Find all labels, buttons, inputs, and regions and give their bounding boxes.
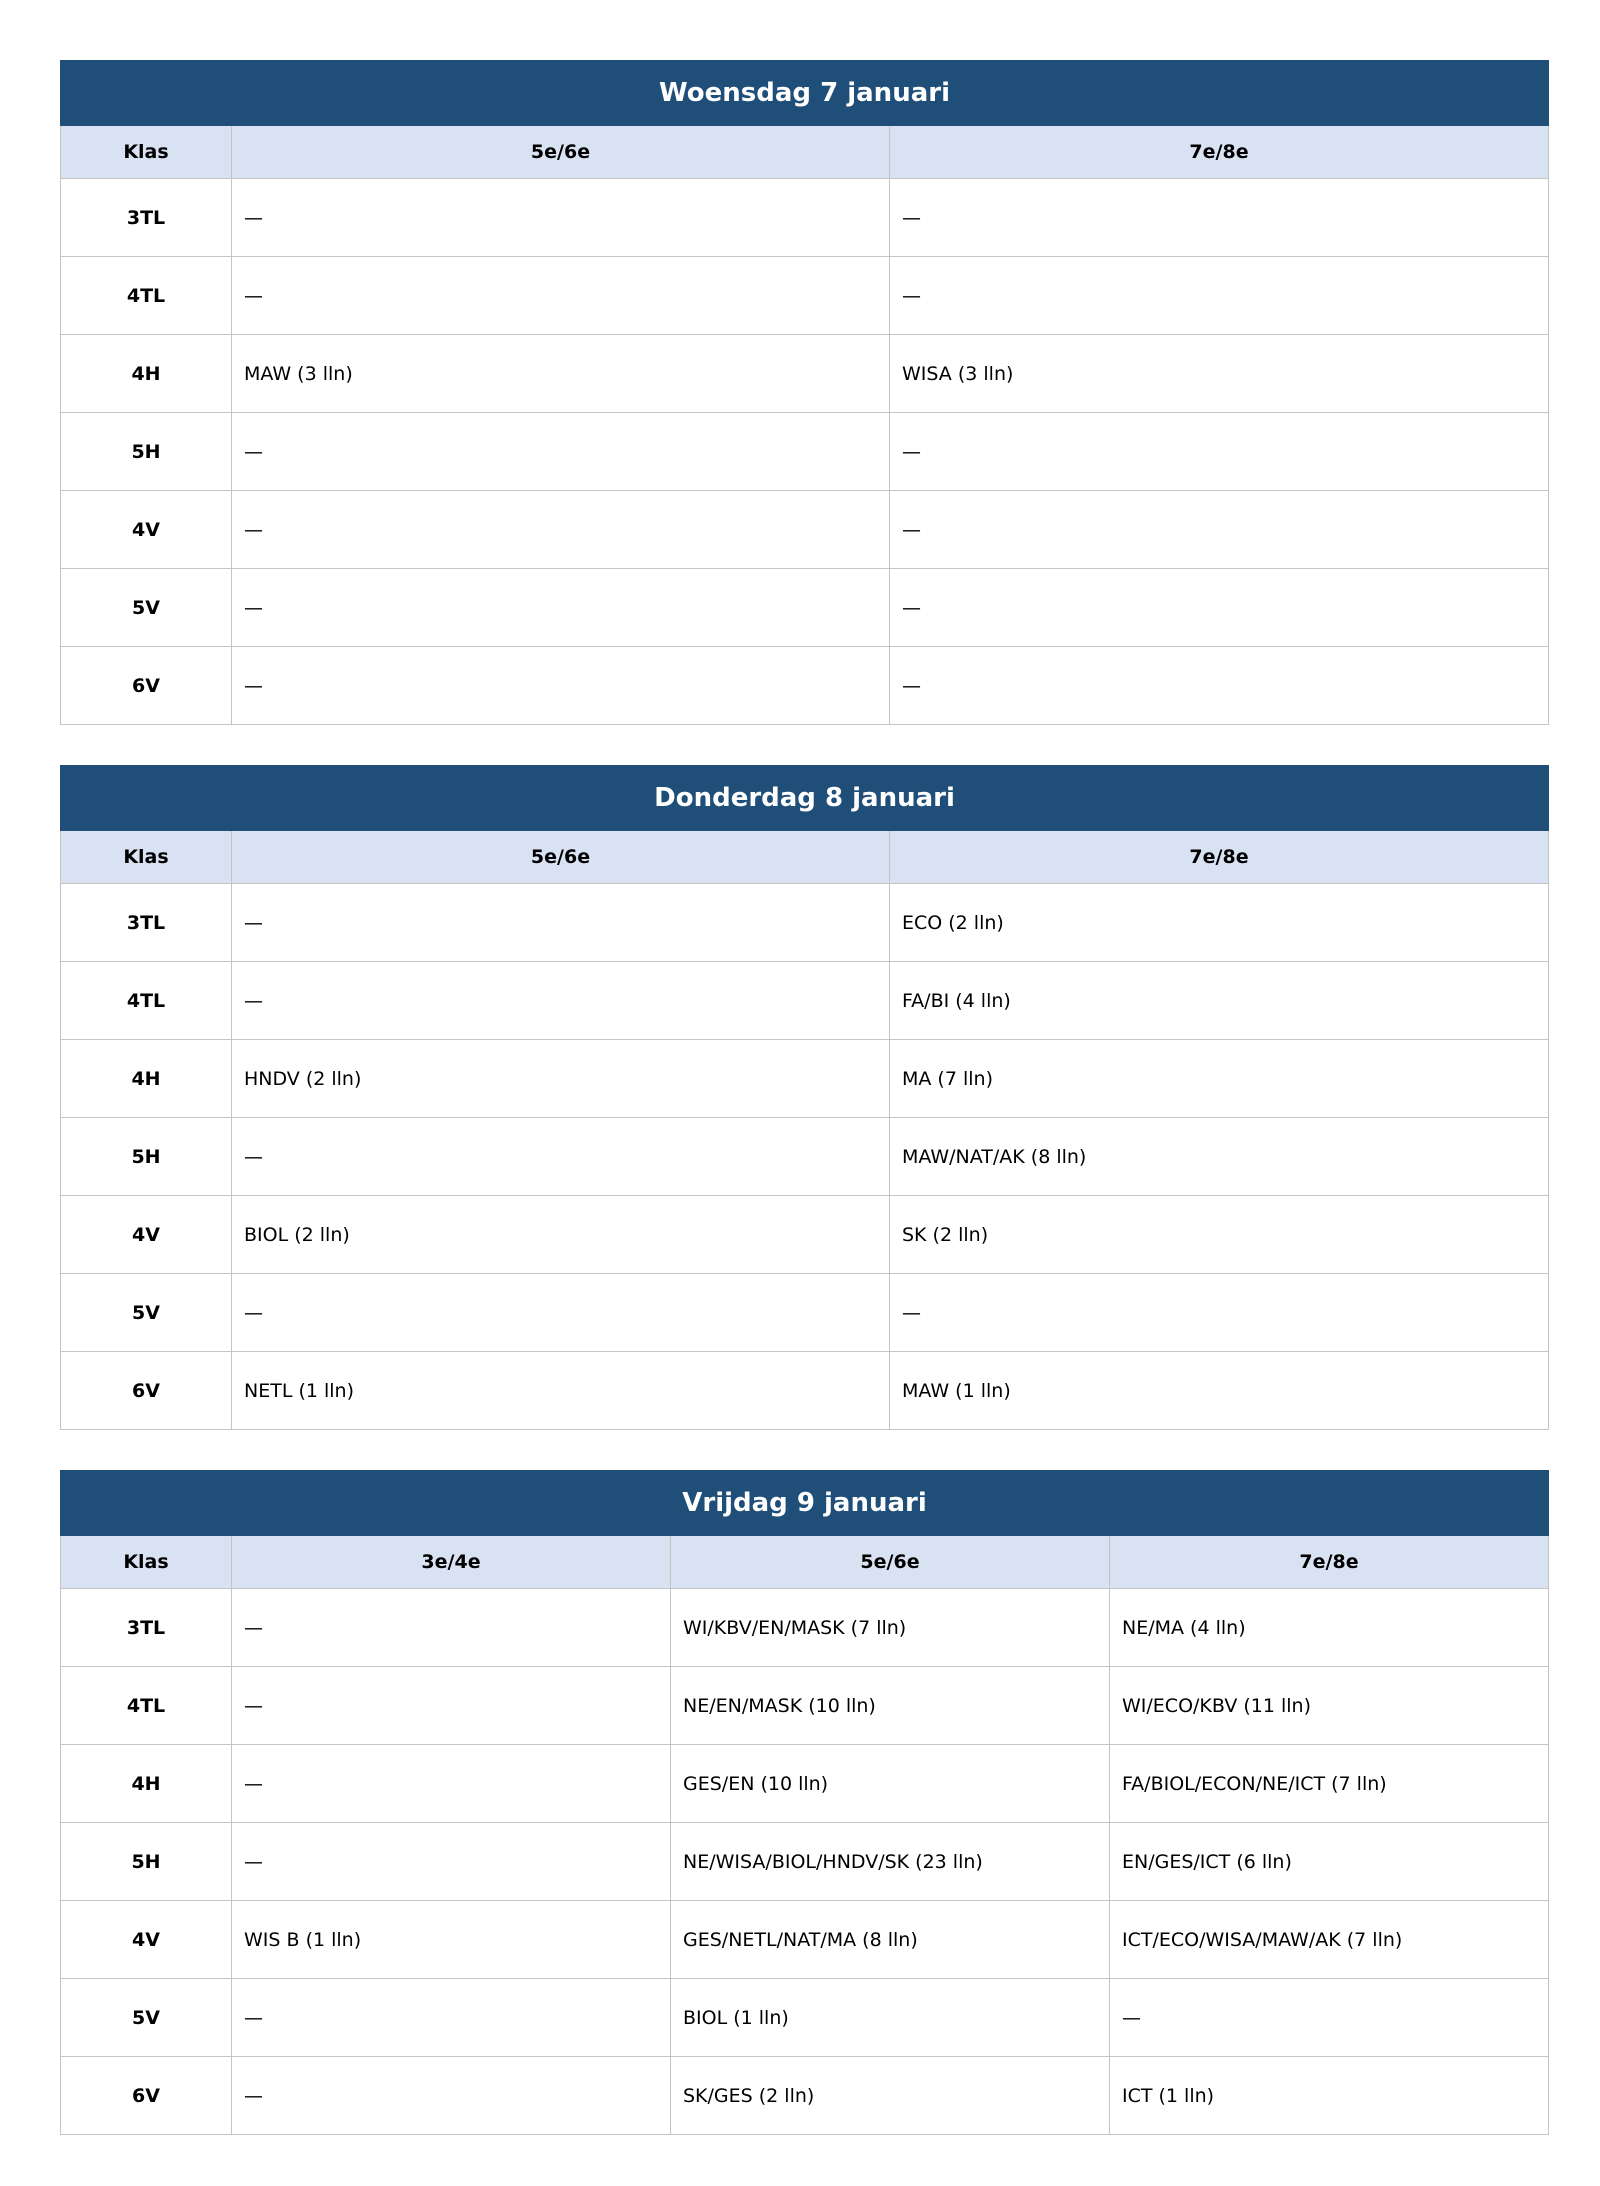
klas-cell: 4TL (61, 257, 232, 335)
table-cell: — (890, 257, 1549, 335)
klas-cell: 6V (61, 647, 232, 725)
table-cell: EN/GES/ICT (6 lln) (1110, 1823, 1549, 1901)
column-header-klas: Klas (61, 126, 232, 179)
table-cell: — (232, 1823, 671, 1901)
table-row (61, 1040, 1549, 1118)
table-cell: — (890, 647, 1549, 725)
table-cell: — (232, 413, 890, 491)
klas-cell: 5V (61, 569, 232, 647)
klas-cell: 4H (61, 1040, 232, 1118)
table-cell: ICT (1 lln) (1110, 2057, 1549, 2135)
table-cell: — (232, 179, 890, 257)
table-row (61, 1274, 1549, 1352)
table-cell: ICT/ECO/WISA/MAW/AK (7 lln) (1110, 1901, 1549, 1979)
table-cell: MAW (1 lln) (890, 1352, 1549, 1430)
table-cell: MA (7 lln) (890, 1040, 1549, 1118)
schedule-table-woensdag (60, 60, 1549, 725)
table-cell: GES/NETL/NAT/MA (8 lln) (671, 1901, 1110, 1979)
table-cell: — (232, 647, 890, 725)
schedule-table-vrijdag (60, 1470, 1549, 2135)
table-cell: WI/KBV/EN/MASK (7 lln) (671, 1589, 1110, 1667)
table-cell: SK (2 lln) (890, 1196, 1549, 1274)
klas-cell: 5H (61, 1118, 232, 1196)
table-cell: HNDV (2 lln) (232, 1040, 890, 1118)
column-header: 7e/8e (1110, 1536, 1549, 1589)
column-header: 5e/6e (232, 126, 890, 179)
column-header: 3e/4e (232, 1536, 671, 1589)
table-cell: NE/MA (4 lln) (1110, 1589, 1549, 1667)
table-cell: — (232, 569, 890, 647)
column-header-klas: Klas (61, 831, 232, 884)
table-row (61, 1118, 1549, 1196)
klas-cell: 4H (61, 1745, 232, 1823)
table-cell: WIS B (1 lln) (232, 1901, 671, 1979)
klas-cell: 6V (61, 1352, 232, 1430)
table-cell: — (890, 569, 1549, 647)
table-cell: NE/EN/MASK (10 lln) (671, 1667, 1110, 1745)
table-cell: — (232, 884, 890, 962)
table-row (61, 1745, 1549, 1823)
table-cell: — (890, 491, 1549, 569)
table-cell: — (890, 179, 1549, 257)
table-row (61, 491, 1549, 569)
table-cell: — (1110, 1979, 1549, 2057)
table-cell: — (232, 1745, 671, 1823)
table-cell: FA/BI (4 lln) (890, 962, 1549, 1040)
table-cell: NETL (1 lln) (232, 1352, 890, 1430)
table-cell: — (232, 1274, 890, 1352)
day-title: Woensdag 7 januari (61, 61, 1549, 126)
column-header-klas: Klas (61, 1536, 232, 1589)
table-cell: — (232, 1667, 671, 1745)
table-cell: — (890, 1274, 1549, 1352)
table-row (61, 1667, 1549, 1745)
table-cell: — (232, 1589, 671, 1667)
table-cell: WI/ECO/KBV (11 lln) (1110, 1667, 1549, 1745)
table-cell: BIOL (2 lln) (232, 1196, 890, 1274)
table-row (61, 1979, 1549, 2057)
klas-cell: 4TL (61, 962, 232, 1040)
table-row (61, 1196, 1549, 1274)
column-header: 5e/6e (232, 831, 890, 884)
klas-cell: 5V (61, 1979, 232, 2057)
klas-cell: 4V (61, 1196, 232, 1274)
table-cell: GES/EN (10 lln) (671, 1745, 1110, 1823)
table-cell: FA/BIOL/ECON/NE/ICT (7 lln) (1110, 1745, 1549, 1823)
table-cell: WISA (3 lln) (890, 335, 1549, 413)
table-row (61, 962, 1549, 1040)
klas-cell: 3TL (61, 179, 232, 257)
table-row (61, 1901, 1549, 1979)
day-title: Vrijdag 9 januari (61, 1471, 1549, 1536)
table-cell: NE/WISA/BIOL/HNDV/SK (23 lln) (671, 1823, 1110, 1901)
table-cell: — (232, 962, 890, 1040)
klas-cell: 5H (61, 1823, 232, 1901)
table-row (61, 1352, 1549, 1430)
klas-cell: 3TL (61, 884, 232, 962)
table-row (61, 257, 1549, 335)
table-cell: MAW (3 lln) (232, 335, 890, 413)
table-row (61, 1589, 1549, 1667)
table-row (61, 2057, 1549, 2135)
klas-cell: 4V (61, 1901, 232, 1979)
schedule-table-donderdag (60, 765, 1549, 1430)
klas-cell: 5H (61, 413, 232, 491)
table-cell: — (232, 2057, 671, 2135)
klas-cell: 3TL (61, 1589, 232, 1667)
table-cell: — (232, 491, 890, 569)
column-header: 5e/6e (671, 1536, 1110, 1589)
klas-cell: 5V (61, 1274, 232, 1352)
klas-cell: 4V (61, 491, 232, 569)
table-row (61, 884, 1549, 962)
table-row (61, 1823, 1549, 1901)
table-row (61, 647, 1549, 725)
table-cell: SK/GES (2 lln) (671, 2057, 1110, 2135)
table-cell: — (232, 1979, 671, 2057)
klas-cell: 6V (61, 2057, 232, 2135)
table-cell: MAW/NAT/AK (8 lln) (890, 1118, 1549, 1196)
table-cell: ECO (2 lln) (890, 884, 1549, 962)
table-cell: BIOL (1 lln) (671, 1979, 1110, 2057)
table-row (61, 179, 1549, 257)
column-header: 7e/8e (890, 831, 1549, 884)
table-row (61, 569, 1549, 647)
column-header: 7e/8e (890, 126, 1549, 179)
table-cell: — (232, 257, 890, 335)
klas-cell: 4H (61, 335, 232, 413)
table-row (61, 413, 1549, 491)
table-row (61, 335, 1549, 413)
klas-cell: 4TL (61, 1667, 232, 1745)
table-cell: — (890, 413, 1549, 491)
day-title: Donderdag 8 januari (61, 766, 1549, 831)
table-cell: — (232, 1118, 890, 1196)
